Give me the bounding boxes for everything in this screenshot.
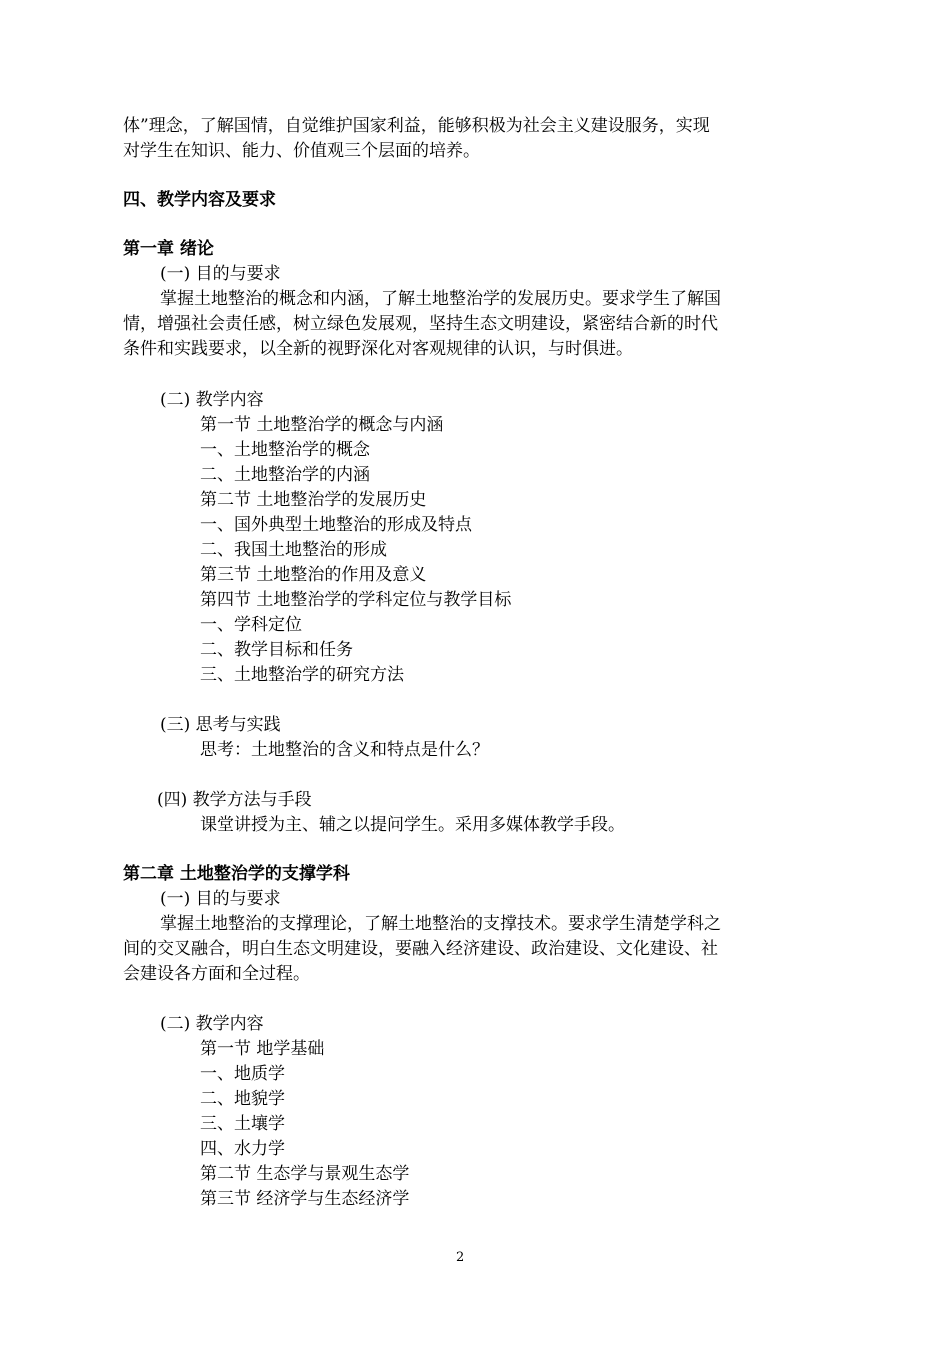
- ch2-content-item: 四、水力学: [200, 1139, 285, 1159]
- ch1-content-heading: (二) 教学内容: [160, 390, 264, 410]
- ch1-content-item: 二、教学目标和任务: [200, 640, 353, 660]
- ch1-content-item: 第四节 土地整治学的学科定位与教学目标: [200, 590, 512, 610]
- ch1-content-item: 三、土地整治学的研究方法: [200, 665, 404, 685]
- ch1-content-item: 第一节 土地整治学的概念与内涵: [200, 415, 444, 435]
- ch1-methods-text: 课堂讲授为主、辅之以提问学生。采用多媒体教学手段。: [200, 815, 625, 835]
- ch2-content-item: 二、地貌学: [200, 1089, 285, 1109]
- chapter-1-title: 第一章 绪论: [123, 239, 214, 259]
- ch2-content-item: 第三节 经济学与生态经济学: [200, 1189, 410, 1209]
- ch2-goals-heading: (一) 目的与要求: [160, 889, 281, 909]
- ch2-content-item: 第二节 生态学与景观生态学: [200, 1164, 410, 1184]
- page-number: 2: [456, 1250, 465, 1265]
- intro-line-1: 体”理念，了解国情，自觉维护国家利益，能够积极为社会主义建设服务，实现: [123, 116, 710, 136]
- ch2-content-heading: (二) 教学内容: [160, 1014, 264, 1034]
- ch1-content-item: 一、土地整治学的概念: [200, 440, 370, 460]
- ch1-content-item: 第三节 土地整治的作用及意义: [200, 565, 427, 585]
- ch1-goals-line-1: 掌握土地整治的概念和内涵，了解土地整治学的发展历史。要求学生了解国: [160, 289, 721, 309]
- ch1-methods-heading: (四) 教学方法与手段: [157, 790, 312, 810]
- ch1-content-item: 二、我国土地整治的形成: [200, 540, 387, 560]
- ch2-goals-line-3: 会建设各方面和全过程。: [123, 964, 310, 984]
- section-heading: 四、教学内容及要求: [123, 190, 276, 210]
- chapter-2-title: 第二章 土地整治学的支撑学科: [123, 864, 350, 884]
- ch1-content-item: 第二节 土地整治学的发展历史: [200, 490, 427, 510]
- ch1-practice-heading: (三) 思考与实践: [160, 715, 281, 735]
- ch1-goals-line-3: 条件和实践要求，以全新的视野深化对客观规律的认识，与时俱进。: [123, 339, 633, 359]
- ch2-content-item: 一、地质学: [200, 1064, 285, 1084]
- ch2-goals-line-2: 间的交叉融合，明白生态文明建设，要融入经济建设、政治建设、文化建设、社: [123, 939, 718, 959]
- ch2-content-item: 三、土壤学: [200, 1114, 285, 1134]
- intro-line-2: 对学生在知识、能力、价值观三个层面的培养。: [123, 141, 480, 161]
- ch1-practice-text: 思考：土地整治的含义和特点是什么？: [200, 740, 489, 760]
- ch1-goals-line-2: 情，增强社会责任感，树立绿色发展观，坚持生态文明建设，紧密结合新的时代: [123, 314, 718, 334]
- ch1-goals-heading: (一) 目的与要求: [160, 264, 281, 284]
- ch2-goals-line-1: 掌握土地整治的支撑理论，了解土地整治的支撑技术。要求学生清楚学科之: [160, 914, 721, 934]
- ch2-content-item: 第一节 地学基础: [200, 1039, 325, 1059]
- ch1-content-item: 一、国外典型土地整治的形成及特点: [200, 515, 472, 535]
- ch1-content-item: 二、土地整治学的内涵: [200, 465, 370, 485]
- ch1-content-item: 一、学科定位: [200, 615, 302, 635]
